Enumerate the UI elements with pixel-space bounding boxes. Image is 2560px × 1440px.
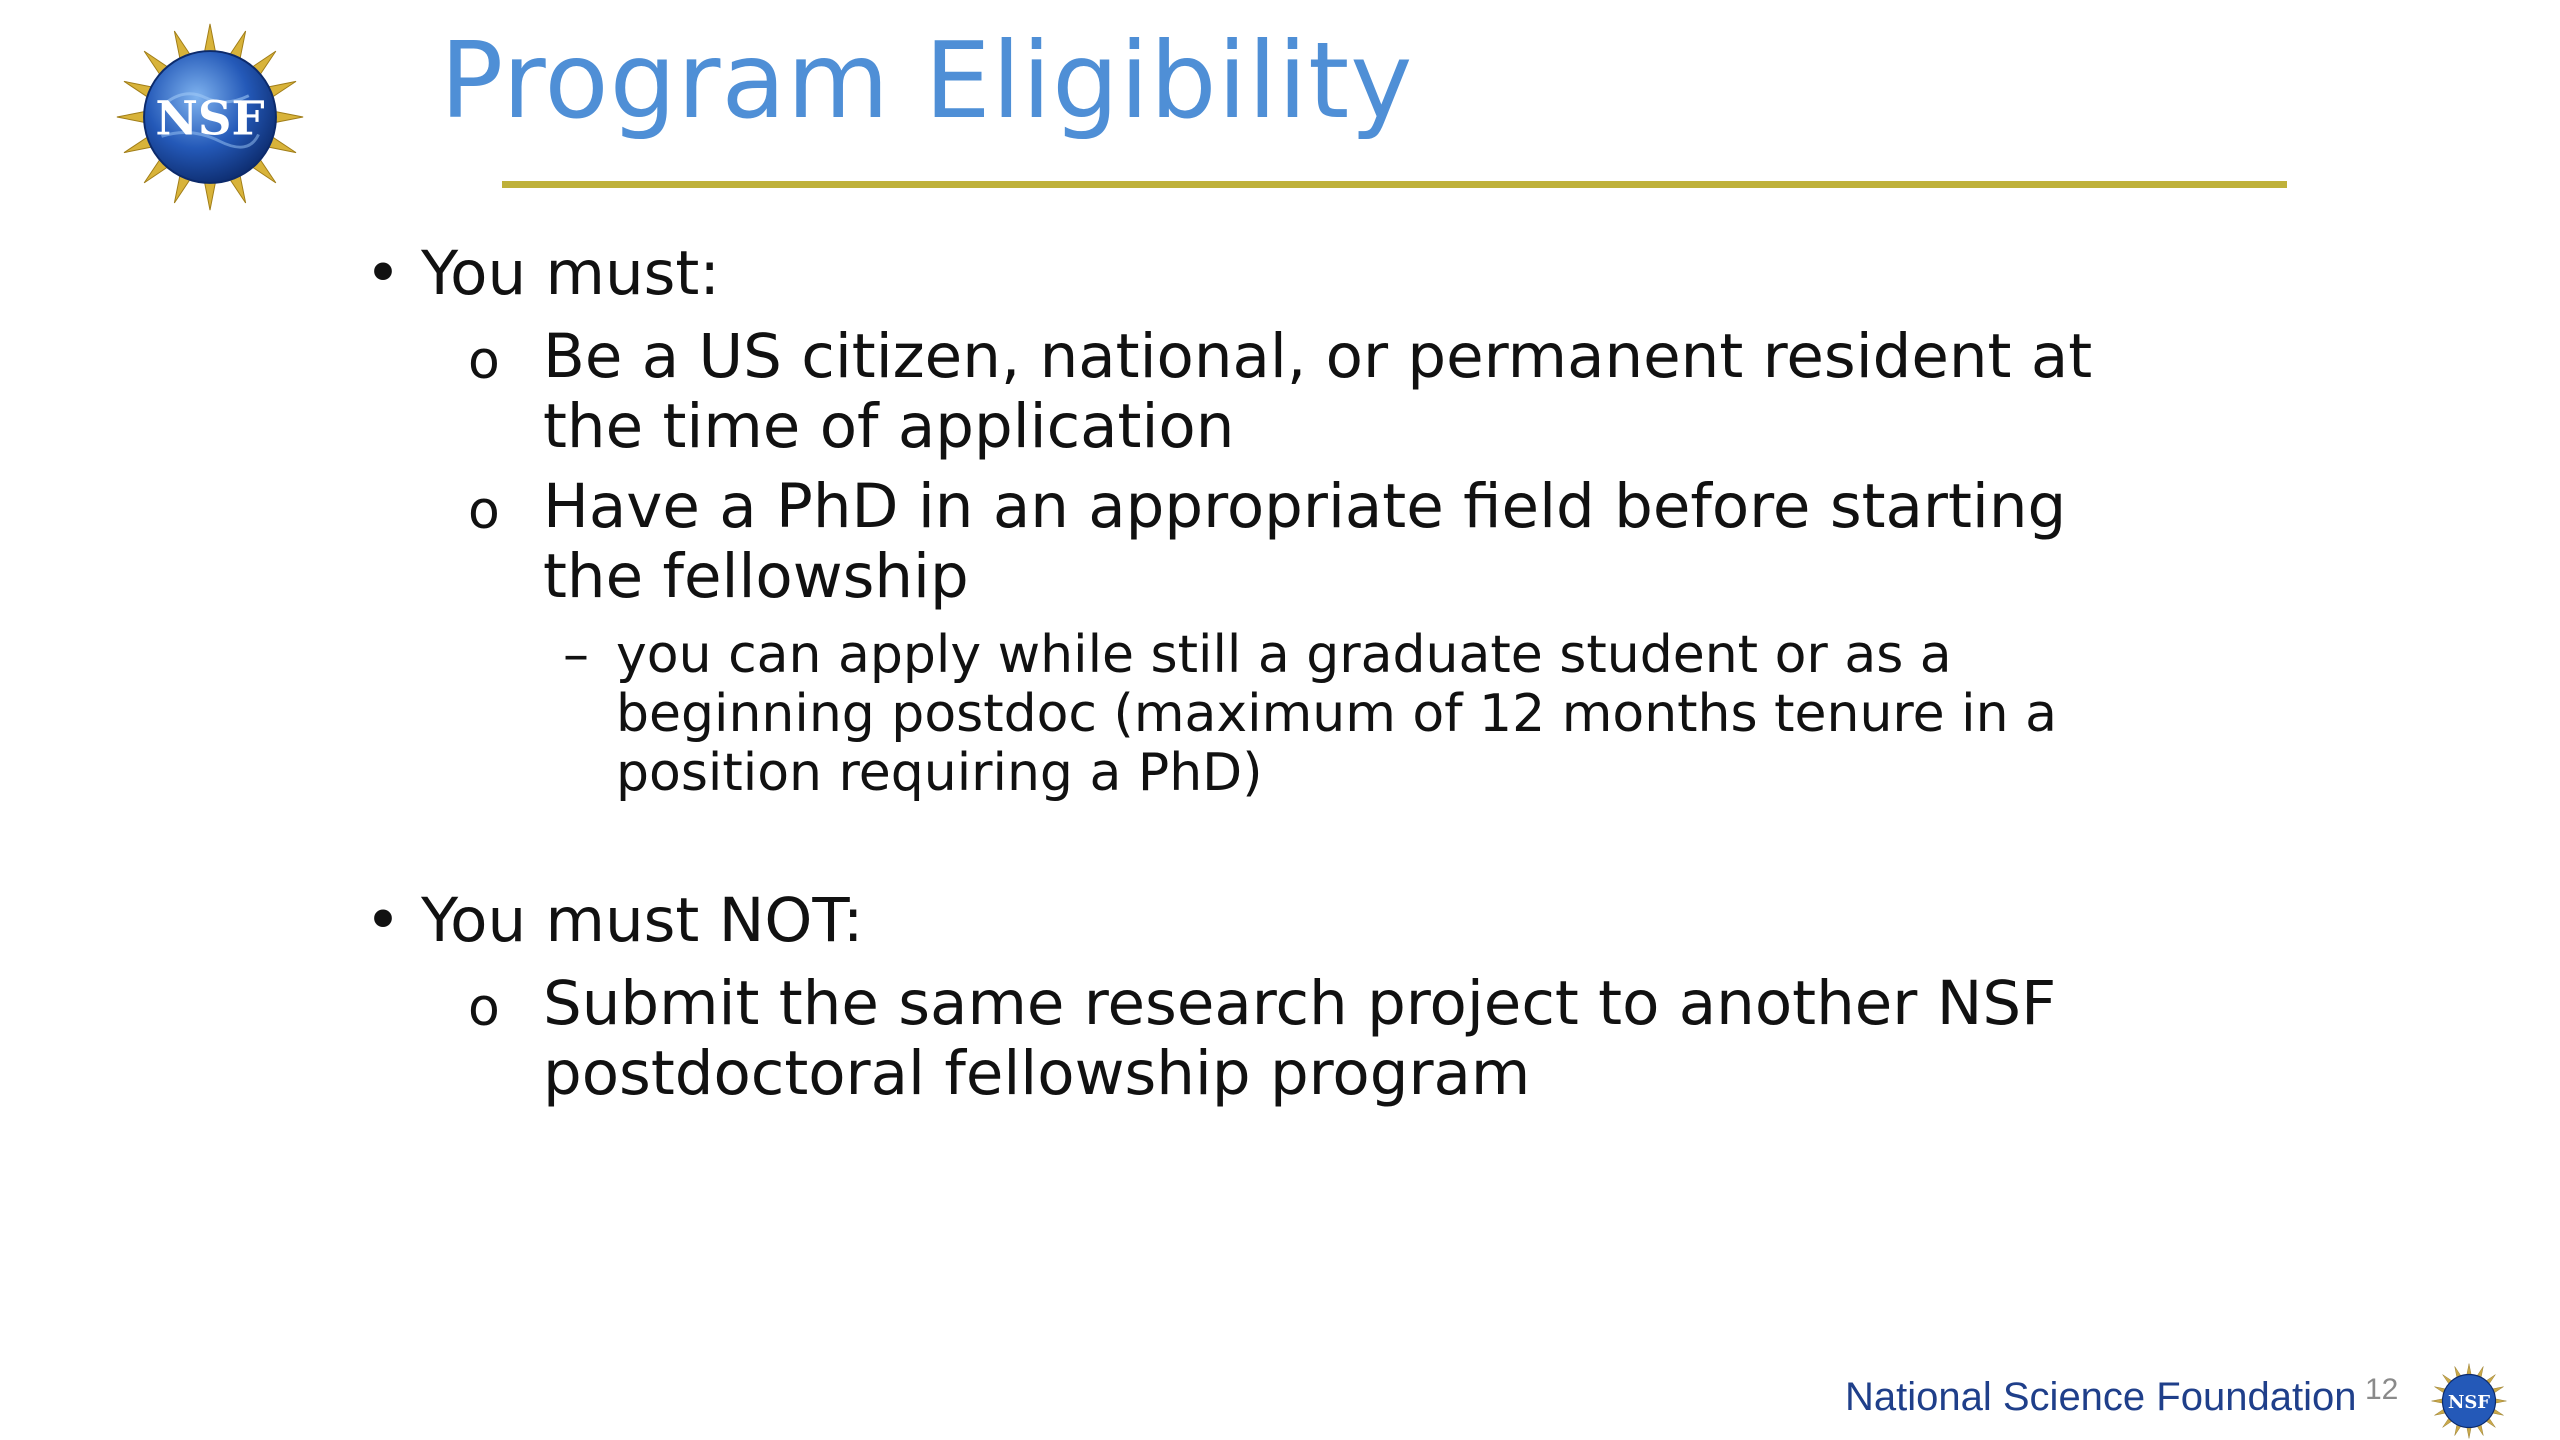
list-item-text: Be a US citizen, national, or permanent resident at the time of application	[543, 321, 2093, 462]
footer-organization: National Science Foundation	[1845, 1375, 2357, 1419]
bullet-you-must-not	[365, 883, 2165, 959]
svg-text:NSF: NSF	[2447, 1392, 2491, 1414]
bullet-dot: •	[365, 885, 401, 956]
page-number: 12	[2365, 1373, 2399, 1406]
logo-ray	[117, 111, 146, 123]
list-item-text: Have a PhD in an appropriate field before starting the fellowship	[543, 471, 2067, 612]
bullet-circle: o	[468, 481, 500, 541]
logo-ray	[204, 181, 216, 210]
bullet-circle: o	[468, 978, 500, 1038]
section-heading: You must NOT:	[421, 885, 864, 956]
list-item	[365, 472, 2165, 612]
bullet-dash: –	[563, 625, 589, 685]
nsf-logo	[113, 20, 307, 214]
bullet-you-must	[365, 236, 2165, 312]
logo-ray	[2467, 1427, 2472, 1439]
logo-ray	[2495, 1399, 2507, 1404]
logo-ray	[204, 24, 216, 53]
slide-content	[365, 236, 2165, 1109]
sub-list-item-text: you can apply while still a graduate student or as a beginning postdoc (maximum of 12 months tenure in a position requiring a PhD)	[616, 625, 2057, 803]
logo-ray	[274, 111, 303, 123]
slide-title: Program Eligibility	[440, 20, 1414, 142]
logo-ray	[2467, 1364, 2472, 1376]
sub-list-item	[365, 626, 2165, 803]
section-heading: You must:	[421, 238, 720, 309]
bullet-dot: •	[365, 238, 401, 309]
logo-ray	[2432, 1399, 2444, 1404]
bullet-circle: o	[468, 331, 500, 391]
list-item	[365, 322, 2165, 462]
nsf-logo-small	[2430, 1362, 2508, 1440]
list-item-text: Submit the same research project to another NSF postdoctoral fellowship program	[543, 968, 2057, 1109]
title-underline	[502, 181, 2287, 188]
svg-text:NSF: NSF	[155, 90, 265, 146]
list-item	[365, 969, 2165, 1109]
